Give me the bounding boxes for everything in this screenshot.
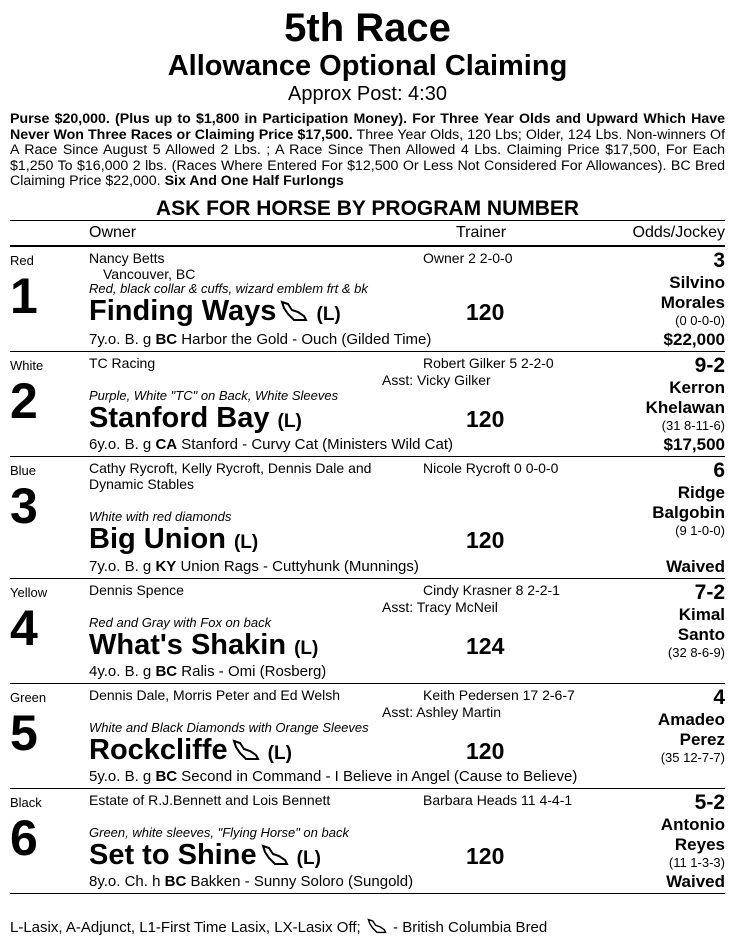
bc-bred-icon	[261, 844, 289, 866]
breeding	[89, 663, 326, 680]
jockey-last: Balgobin	[652, 502, 725, 522]
weight: 120	[466, 405, 505, 432]
breeding	[89, 768, 577, 785]
horse-name-text: Big Union	[89, 522, 226, 555]
entry-row	[10, 457, 725, 579]
pedigree: Stanford - Curvy Cat (Ministers Wild Cat)	[181, 435, 454, 453]
owner	[89, 250, 409, 282]
claiming-price: Waived	[666, 871, 725, 891]
breeding	[89, 331, 431, 348]
weight: 120	[466, 737, 505, 764]
odds: 9-2	[694, 353, 725, 377]
pedigree: Harbor the Gold - Ouch (Gilded Time)	[181, 330, 432, 348]
race-number: 5th Race	[284, 6, 451, 50]
horse-name	[89, 734, 292, 770]
jockey	[661, 273, 725, 328]
odds: 5-2	[694, 790, 725, 814]
entry-row	[10, 789, 725, 894]
trainer: Barbara Heads 11 4-4-1	[423, 791, 573, 808]
owner-name: TC Racing	[89, 354, 156, 371]
program-number: 3	[10, 477, 38, 534]
pedigree: Union Rags - Cuttyhunk (Munnings)	[180, 557, 419, 575]
saddle-color: Yellow	[10, 584, 48, 600]
breeding	[89, 873, 413, 890]
col-odds-jockey: Odds/Jockey	[632, 223, 725, 241]
lasix-indicator: (L)	[277, 410, 302, 432]
claiming-price: Waived	[666, 556, 725, 576]
program-number: 4	[10, 599, 38, 656]
jockey	[652, 483, 725, 538]
trainer: Robert Gilker 5 2-2-0	[423, 354, 554, 371]
pedigree: Ralis - Omi (Rosberg)	[181, 662, 327, 680]
silks: Purple, White "TC" on Back, White Sleeves	[89, 387, 339, 403]
age-sex: 8y.o. Ch. h	[89, 872, 161, 890]
jockey	[658, 710, 725, 765]
col-owner: Owner	[89, 223, 137, 241]
owner-name: Cathy Rycroft, Kelly Rycroft, Dennis Dale and Dynamic Stables	[89, 459, 372, 492]
saddle-color: Green	[10, 689, 47, 705]
lasix-indicator: (L)	[294, 637, 319, 659]
jockey-last: Reyes	[674, 834, 725, 854]
trainer: Cindy Krasner 8 2-2-1	[423, 581, 560, 598]
saddle-color: Blue	[10, 462, 37, 478]
claiming-price: $22,000	[663, 329, 725, 349]
jockey-last: Perez	[679, 729, 725, 749]
assistant-trainer: Asst: Ashley Martin	[382, 703, 502, 720]
bc-legend-text: - British Columbia Bred	[388, 919, 548, 936]
trainer: Keith Pedersen 17 2-6-7	[423, 686, 575, 703]
program-number: 5	[10, 704, 38, 761]
jockey-first: Kimal	[678, 604, 725, 624]
program-number: 6	[10, 809, 38, 866]
breeding	[89, 558, 419, 575]
trainer: Nicole Rycroft 0 0-0-0	[423, 459, 559, 476]
jockey-first: Silvino	[669, 272, 725, 292]
owner-name: Dennis Dale, Morris Peter and Ed Welsh	[89, 686, 341, 703]
jockey-first: Antonio	[660, 814, 725, 834]
jockey-first: Ridge	[677, 482, 725, 502]
silks: Green, white sleeves, "Flying Horse" on back	[89, 824, 349, 840]
breed-state: KY	[155, 557, 177, 575]
odds: 4	[713, 685, 725, 709]
conditions-distance: Six And One Half Furlongs	[164, 173, 344, 190]
horse-name	[89, 295, 341, 331]
claiming-price: $17,500	[663, 434, 725, 454]
jockey-stats: (32 8-6-9)	[667, 644, 725, 660]
breed-state: BC	[155, 662, 178, 680]
lasix-indicator: (L)	[316, 303, 341, 325]
assistant-trainer: Asst: Vicky Gilker	[382, 371, 491, 388]
breed-state: BC	[164, 872, 187, 890]
horse-name	[89, 839, 321, 875]
weight: 124	[466, 632, 505, 659]
pedigree: Bakken - Sunny Soloro (Sungold)	[190, 872, 414, 890]
breed-state: CA	[155, 435, 178, 453]
owner	[89, 355, 409, 371]
owner-name: Nancy Betts	[89, 249, 165, 266]
pedigree: Second in Command - I Believe in Angel (Cause to Believe)	[181, 767, 578, 785]
jockey-last: Khelawan	[645, 397, 725, 417]
program-number: 2	[10, 372, 38, 429]
horse-name-text: Rockcliffe	[89, 733, 228, 766]
horse-name-text: Finding Ways	[89, 294, 277, 327]
horse-name-text: Stanford Bay	[89, 401, 270, 434]
trainer: Owner 2 2-0-0	[423, 249, 513, 266]
horse-name	[89, 523, 258, 559]
owner	[89, 460, 399, 492]
jockey-stats: (0 0-0-0)	[675, 312, 725, 328]
jockey	[661, 815, 725, 870]
bc-bred-icon	[280, 300, 308, 322]
jockey-last: Santo	[677, 624, 725, 644]
jockey-stats: (31 8-11-6)	[661, 417, 725, 433]
lasix-indicator: (L)	[267, 742, 292, 764]
age-sex: 4y.o. B. g	[89, 662, 152, 680]
jockey	[646, 378, 725, 433]
lasix-indicator: (L)	[233, 531, 259, 553]
owner-name: Dennis Spence	[89, 581, 184, 598]
program-number: 1	[10, 267, 38, 324]
saddle-color: Black	[10, 794, 42, 810]
entry-row	[10, 352, 725, 457]
owner	[89, 687, 409, 703]
owner	[89, 792, 409, 808]
age-sex: 5y.o. B. g	[89, 767, 152, 785]
horse-name	[89, 629, 318, 665]
breed-state: BC	[155, 767, 178, 785]
odds: 7-2	[694, 580, 725, 604]
lasix-indicator: (L)	[296, 847, 321, 869]
age-sex: 7y.o. B. g	[89, 330, 152, 348]
owner-name: Estate of R.J.Bennett and Lois Bennett	[89, 791, 331, 808]
silks: White and Black Diamonds with Orange Sleeves	[89, 719, 369, 735]
assistant-trainer: Asst: Tracy McNeil	[382, 598, 498, 615]
ask-banner: ASK FOR HORSE BY PROGRAM NUMBER	[10, 198, 725, 221]
conditions-purse: Purse $20,000. (Plus up to $1,800 in Participation Money). For Three Year Olds and Upward Which Have Never Won Three Races or Claiming Price $17,500.	[10, 111, 725, 143]
silks: Red and Gray with Fox on back	[89, 614, 272, 630]
saddle-color: White	[10, 357, 44, 373]
weight: 120	[466, 526, 505, 553]
jockey-last: Morales	[660, 292, 725, 312]
post-time: Approx Post: 4:30	[288, 83, 447, 105]
jockey	[668, 605, 725, 660]
horse-name-text: Set to Shine	[89, 838, 257, 871]
col-trainer: Trainer	[456, 223, 507, 241]
legend-text: L-Lasix, A-Adjunct, L1-First Time Lasix, LX-Lasix Off;	[10, 919, 361, 936]
race-header	[0, 6, 735, 106]
weight: 120	[466, 842, 505, 869]
jockey-stats: (9 1-0-0)	[675, 522, 725, 538]
entry-row	[10, 579, 725, 684]
owner	[89, 582, 409, 598]
race-type: Allowance Optional Claiming	[167, 50, 568, 82]
jockey-first: Amadeo	[657, 709, 725, 729]
saddle-color: Red	[10, 252, 34, 268]
entry-row	[10, 684, 725, 789]
footer-legend	[10, 918, 547, 937]
column-header	[10, 221, 725, 247]
odds: 6	[713, 458, 725, 482]
horse-name	[89, 402, 302, 438]
breed-state: BC	[155, 330, 178, 348]
jockey-stats: (35 12-7-7)	[660, 749, 725, 765]
horse-name-text: What's Shakin	[89, 628, 287, 661]
age-sex: 6y.o. B. g	[89, 435, 152, 453]
bc-bred-icon	[367, 918, 387, 934]
conditions-weights: Three Year Olds, 120 Lbs; Older, 124 Lbs. Non-winners Of A Race Since August 5 Allowed 2 Lbs. ; A Race Since Then Allowed 4 Lbs. Claiming Price $17,500, For Each $1,250 To $16,000 2 lbs. (Races Where Entered For $12,500 Or Less Not Considered For Allowances). BC Bred Claiming Price $22,000.	[10, 126, 726, 190]
owner-location: Vancouver, BC	[103, 265, 196, 282]
odds: 3	[713, 248, 725, 272]
jockey-stats: (11 1-3-3)	[668, 854, 725, 870]
race-conditions	[10, 112, 725, 190]
silks: Red, black collar & cuffs, wizard emblem frt & bk	[89, 280, 368, 296]
silks: White with red diamonds	[89, 508, 232, 524]
age-sex: 7y.o. B. g	[89, 557, 152, 575]
jockey-first: Kerron	[669, 377, 725, 397]
entry-row	[10, 247, 725, 352]
bc-bred-icon	[232, 739, 260, 761]
weight: 120	[466, 298, 505, 325]
breeding	[89, 436, 453, 453]
